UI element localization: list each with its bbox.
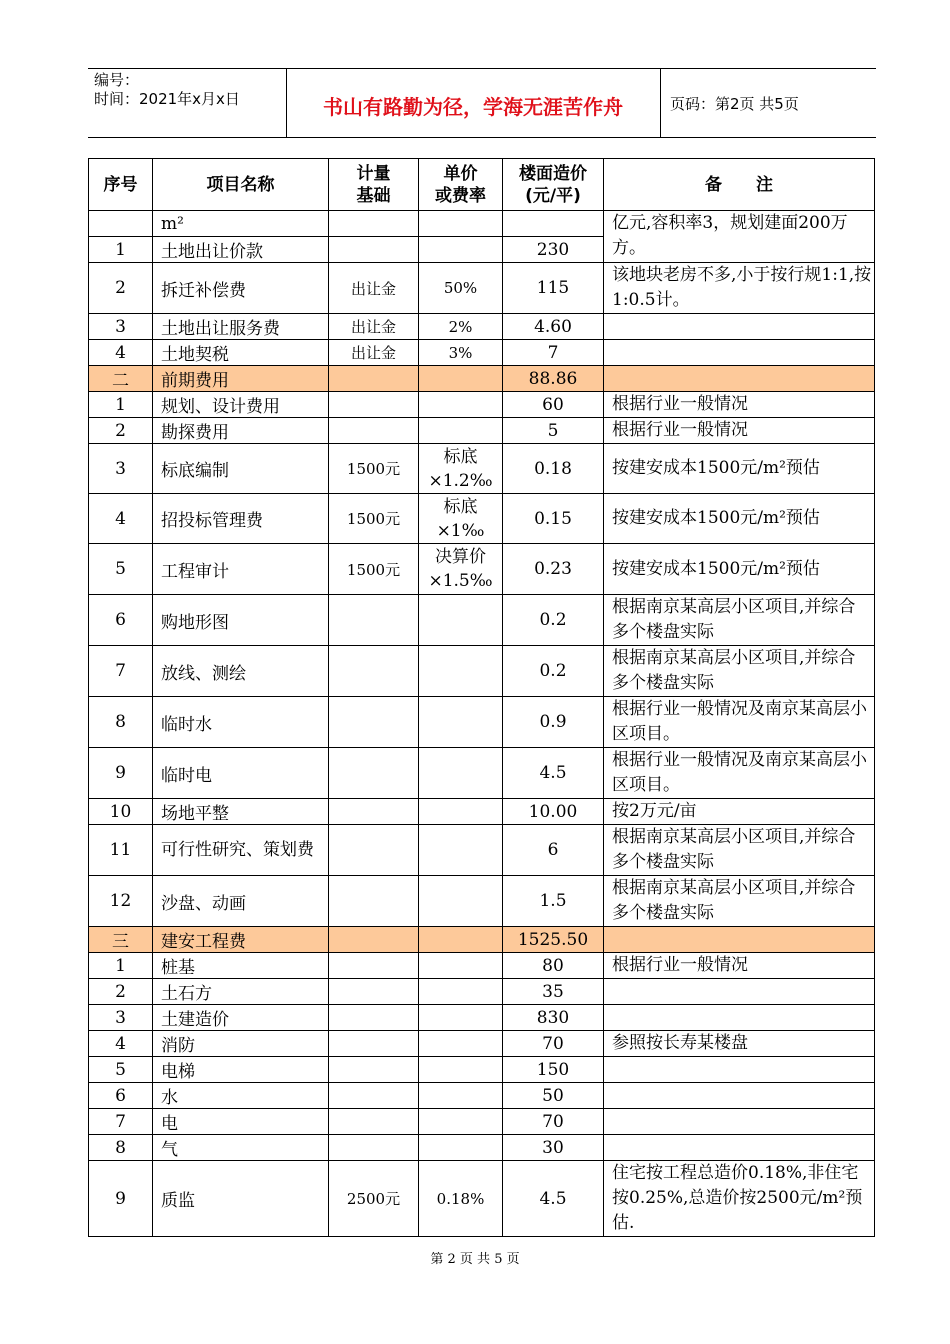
row-rate — [419, 799, 503, 825]
table-row — [89, 392, 875, 418]
row-seq: 7 — [89, 646, 153, 697]
row-cost: 830 — [503, 1005, 604, 1031]
row-seq — [89, 211, 153, 237]
row-name: 招投标管理费 — [153, 494, 329, 544]
header-seq: 序号 — [89, 159, 153, 211]
row-basis — [329, 595, 419, 646]
row-rate — [419, 1031, 503, 1057]
row-name: 质监 — [153, 1161, 329, 1237]
row-note: 根据行业一般情况及南京某高层小区项目。 — [604, 697, 875, 748]
row-cost: 70 — [503, 1109, 604, 1135]
table-row — [89, 314, 875, 340]
row-basis — [329, 1031, 419, 1057]
table-row — [89, 953, 875, 979]
row-cost: 7 — [503, 340, 604, 366]
row-basis — [329, 1109, 419, 1135]
row-basis: 1500元 — [329, 544, 419, 595]
row-seq: 4 — [89, 494, 153, 544]
row-cost: 0.2 — [503, 595, 604, 646]
row-basis: 出让金 — [329, 340, 419, 366]
page-footer: 第 2 页 共 5 页 — [430, 1252, 520, 1267]
header-motto: 书山有路勤为径，学海无涯苦作舟 — [323, 95, 623, 119]
row-rate — [419, 1109, 503, 1135]
row-rate — [419, 595, 503, 646]
row-name: 消防 — [153, 1031, 329, 1057]
row-seq: 3 — [89, 314, 153, 340]
row-basis — [329, 366, 419, 392]
row-name: 土石方 — [153, 979, 329, 1005]
row-name: 临时水 — [153, 697, 329, 748]
row-name: 沙盘、动画 — [153, 876, 329, 927]
row-cost: 4.5 — [503, 748, 604, 799]
row-rate — [419, 392, 503, 418]
table-row — [89, 697, 875, 748]
table-row — [89, 1161, 875, 1237]
table-row — [89, 799, 875, 825]
row-name: 建安工程费 — [153, 927, 329, 953]
table-row — [89, 595, 875, 646]
row-basis — [329, 876, 419, 927]
row-seq: 8 — [89, 697, 153, 748]
row-name: 前期费用 — [153, 366, 329, 392]
row-cost — [503, 211, 604, 237]
row-note: 根据南京某高层小区项目,并综合多个楼盘实际 — [604, 646, 875, 697]
row-name: 水 — [153, 1083, 329, 1109]
row-note: 亿元,容积率3，规划建面200万方。 — [604, 211, 875, 263]
row-name: 土地出让服务费 — [153, 314, 329, 340]
row-note: 参照按长寿某楼盘 — [604, 1031, 875, 1057]
row-note — [604, 1135, 875, 1161]
row-note: 按建安成本1500元/m²预估 — [604, 494, 875, 544]
row-note: 根据南京某高层小区项目,并综合多个楼盘实际 — [604, 825, 875, 876]
row-seq: 10 — [89, 799, 153, 825]
row-cost: 50 — [503, 1083, 604, 1109]
row-name: 电 — [153, 1109, 329, 1135]
row-basis — [329, 1135, 419, 1161]
row-seq: 6 — [89, 1083, 153, 1109]
header-cost: 楼面造价 (元/平) — [503, 159, 604, 211]
header-basis: 计量 基础 — [329, 159, 419, 211]
row-rate: 标底×1‰ — [419, 494, 503, 544]
section-row — [89, 366, 875, 392]
row-rate: 0.18% — [419, 1161, 503, 1237]
row-basis — [329, 392, 419, 418]
row-note: 根据南京某高层小区项目,并综合多个楼盘实际 — [604, 876, 875, 927]
row-name: 场地平整 — [153, 799, 329, 825]
row-note — [604, 927, 875, 953]
row-note — [604, 366, 875, 392]
row-seq: 7 — [89, 1109, 153, 1135]
row-rate — [419, 825, 503, 876]
row-rate — [419, 1135, 503, 1161]
row-name: 勘探费用 — [153, 418, 329, 444]
row-basis: 出让金 — [329, 314, 419, 340]
row-seq: 8 — [89, 1135, 153, 1161]
row-note: 按建安成本1500元/m²预估 — [604, 544, 875, 595]
row-note: 该地块老房不多,小于按行规1:1,按1:0.5计。 — [604, 263, 875, 314]
row-basis: 2500元 — [329, 1161, 419, 1237]
row-name: 拆迁补偿费 — [153, 263, 329, 314]
row-rate — [419, 1057, 503, 1083]
table-row — [89, 340, 875, 366]
row-seq: 1 — [89, 237, 153, 263]
table-row — [89, 444, 875, 494]
table-row — [89, 263, 875, 314]
row-note: 根据行业一般情况 — [604, 418, 875, 444]
row-note — [604, 314, 875, 340]
table-row — [89, 876, 875, 927]
page-header — [88, 68, 876, 138]
row-seq: 6 — [89, 595, 153, 646]
row-name: 规划、设计费用 — [153, 392, 329, 418]
row-rate — [419, 366, 503, 392]
row-seq: 二 — [89, 366, 153, 392]
row-basis — [329, 825, 419, 876]
row-rate — [419, 979, 503, 1005]
row-rate — [419, 211, 503, 237]
row-seq: 4 — [89, 340, 153, 366]
row-basis — [329, 953, 419, 979]
row-rate — [419, 237, 503, 263]
row-basis — [329, 927, 419, 953]
row-note: 根据行业一般情况及南京某高层小区项目。 — [604, 748, 875, 799]
row-name: 电梯 — [153, 1057, 329, 1083]
row-name: 标底编制 — [153, 444, 329, 494]
header-note: 备 注 — [604, 159, 875, 211]
row-note — [604, 1005, 875, 1031]
row-rate — [419, 953, 503, 979]
table-row — [89, 494, 875, 544]
row-cost: 1.5 — [503, 876, 604, 927]
row-basis — [329, 1005, 419, 1031]
row-note: 住宅按工程总造价0.18%,非住宅按0.25%,总造价按2500元/m²预估. — [604, 1161, 875, 1237]
row-name: 放线、测绘 — [153, 646, 329, 697]
table-row — [89, 1057, 875, 1083]
row-rate — [419, 697, 503, 748]
row-basis — [329, 1057, 419, 1083]
row-cost: 0.23 — [503, 544, 604, 595]
row-basis: 1500元 — [329, 494, 419, 544]
table-row — [89, 979, 875, 1005]
row-basis — [329, 748, 419, 799]
table-row — [89, 1083, 875, 1109]
table-row — [89, 825, 875, 876]
table-row — [89, 211, 875, 237]
row-seq: 4 — [89, 1031, 153, 1057]
table-row — [89, 748, 875, 799]
row-cost: 0.18 — [503, 444, 604, 494]
row-note — [604, 340, 875, 366]
row-seq: 三 — [89, 927, 153, 953]
row-seq: 5 — [89, 1057, 153, 1083]
row-basis — [329, 799, 419, 825]
row-seq: 1 — [89, 953, 153, 979]
row-seq: 2 — [89, 979, 153, 1005]
row-name: 购地形图 — [153, 595, 329, 646]
row-basis — [329, 697, 419, 748]
time-label: 时间：2021年x月x日 — [94, 90, 240, 108]
row-basis: 出让金 — [329, 263, 419, 314]
row-note — [604, 979, 875, 1005]
row-cost: 230 — [503, 237, 604, 263]
row-rate — [419, 748, 503, 799]
row-cost: 80 — [503, 953, 604, 979]
header-divider — [660, 69, 661, 137]
row-name: 土地契税 — [153, 340, 329, 366]
header-price: 单价 或费率 — [419, 159, 503, 211]
row-note: 根据南京某高层小区项目,并综合多个楼盘实际 — [604, 595, 875, 646]
row-seq: 11 — [89, 825, 153, 876]
row-cost: 6 — [503, 825, 604, 876]
row-seq: 12 — [89, 876, 153, 927]
page-number: 页码：第2页 共5页 — [670, 95, 799, 113]
row-cost: 4.60 — [503, 314, 604, 340]
row-cost: 30 — [503, 1135, 604, 1161]
table-header-row — [89, 159, 875, 211]
row-name: 临时电 — [153, 748, 329, 799]
table-row — [89, 1005, 875, 1031]
row-name: 工程审计 — [153, 544, 329, 595]
row-rate — [419, 927, 503, 953]
row-cost: 4.5 — [503, 1161, 604, 1237]
row-note — [604, 1109, 875, 1135]
row-rate: 标底×1.2‰ — [419, 444, 503, 494]
row-seq: 9 — [89, 748, 153, 799]
row-seq: 2 — [89, 418, 153, 444]
number-label: 编号： — [94, 71, 140, 89]
row-cost: 1525.50 — [503, 927, 604, 953]
row-note: 根据行业一般情况 — [604, 392, 875, 418]
row-cost: 0.2 — [503, 646, 604, 697]
header-name: 项目名称 — [153, 159, 329, 211]
row-cost: 35 — [503, 979, 604, 1005]
cost-table — [88, 158, 875, 1237]
row-cost: 88.86 — [503, 366, 604, 392]
row-basis — [329, 1083, 419, 1109]
table-row — [89, 418, 875, 444]
row-rate — [419, 1005, 503, 1031]
row-basis — [329, 418, 419, 444]
row-rate — [419, 418, 503, 444]
row-rate — [419, 876, 503, 927]
row-note — [604, 1057, 875, 1083]
row-seq: 5 — [89, 544, 153, 595]
row-name: 土地出让价款 — [153, 237, 329, 263]
row-cost: 70 — [503, 1031, 604, 1057]
row-name: 可行性研究、策划费 — [153, 825, 329, 876]
table-row — [89, 646, 875, 697]
row-cost: 0.9 — [503, 697, 604, 748]
row-note: 按建安成本1500元/m²预估 — [604, 444, 875, 494]
row-rate: 决算价×1.5‰ — [419, 544, 503, 595]
row-seq: 9 — [89, 1161, 153, 1237]
row-rate — [419, 646, 503, 697]
row-seq: 1 — [89, 392, 153, 418]
row-note: 根据行业一般情况 — [604, 953, 875, 979]
row-rate: 50% — [419, 263, 503, 314]
table-row — [89, 544, 875, 595]
row-cost: 0.15 — [503, 494, 604, 544]
row-basis — [329, 211, 419, 237]
table-row — [89, 1031, 875, 1057]
row-cost: 115 — [503, 263, 604, 314]
row-basis — [329, 979, 419, 1005]
row-basis — [329, 646, 419, 697]
row-seq: 3 — [89, 444, 153, 494]
row-rate — [419, 1083, 503, 1109]
row-basis — [329, 237, 419, 263]
row-cost: 5 — [503, 418, 604, 444]
table-row — [89, 1109, 875, 1135]
row-rate: 3% — [419, 340, 503, 366]
table-row — [89, 1135, 875, 1161]
row-basis: 1500元 — [329, 444, 419, 494]
row-rate: 2% — [419, 314, 503, 340]
row-cost: 60 — [503, 392, 604, 418]
row-name: m² — [153, 211, 329, 237]
row-cost: 10.00 — [503, 799, 604, 825]
row-note: 按2万元/亩 — [604, 799, 875, 825]
row-seq: 3 — [89, 1005, 153, 1031]
row-cost: 150 — [503, 1057, 604, 1083]
header-meta — [94, 71, 284, 109]
section-row — [89, 927, 875, 953]
row-name: 气 — [153, 1135, 329, 1161]
row-note — [604, 1083, 875, 1109]
row-name: 土建造价 — [153, 1005, 329, 1031]
row-seq: 2 — [89, 263, 153, 314]
row-name: 桩基 — [153, 953, 329, 979]
